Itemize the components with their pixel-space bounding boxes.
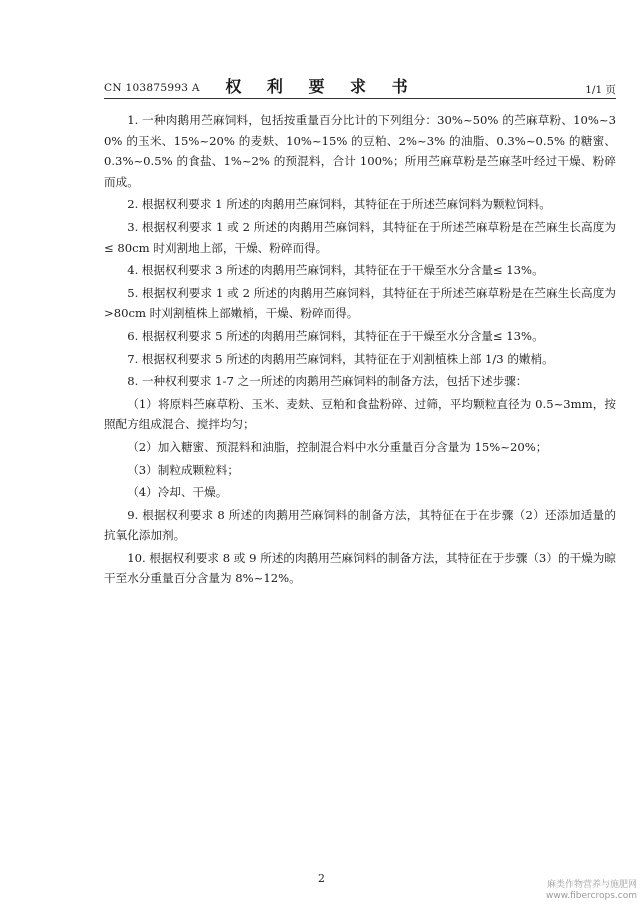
claim-7: 7. 根据权利要求 5 所述的肉鹅用苎麻饲料，其特征在于刈割植株上部 1/3 的嫩梢。: [127, 351, 554, 366]
claims-body: [104, 110, 616, 591]
claim-9: 9. 根据权利要求 8 所述的肉鹅用苎麻饲料的制备方法，其特征在于在步骤（2）还添加适量的抗氧化添加剂。: [104, 507, 616, 543]
publication-number: CN 103875993 A: [104, 82, 200, 94]
claim-1: 1. 一种肉鹅用苎麻饲料，包括按重量百分比计的下列组分：30%~50% 的苎麻草粉、10%~30% 的玉米、15%~20% 的麦麸、10%~15% 的豆粕、2%~3% 的油脂、0.3%~0.5% 的糖蜜、0.3%~0.5% 的食盐、1%~2% 的预混料，合计 100%；所用苎麻草粉是苎麻茎叶经过干燥、粉碎而成。: [104, 113, 616, 189]
claim-8-step-4: （4）冷却、干燥。: [127, 485, 228, 500]
page-title: 权 利 要 求 书: [225, 77, 418, 96]
page-number: 2: [318, 872, 325, 885]
page-indicator: 1/1 页: [585, 84, 616, 96]
site-watermark: [546, 880, 637, 902]
watermark-site-url: www.fibercrops.com: [546, 891, 637, 901]
claim-6: 6. 根据权利要求 5 所述的肉鹅用苎麻饲料，其特征在于干燥至水分含量≤ 13%。: [127, 328, 544, 343]
claim-10: 10. 根据权利要求 8 或 9 所述的肉鹅用苎麻饲料的制备方法，其特征在于步骤（3）的干燥为晾干至水分重量百分含量为 8%~12%。: [104, 550, 616, 586]
claim-3: 3. 根据权利要求 1 或 2 所述的肉鹅用苎麻饲料，其特征在于所述苎麻草粉是在苎麻生长高度为≤ 80cm 时刈割地上部，干燥、粉碎而得。: [104, 219, 616, 255]
claim-8-step-1: （1）将原料苎麻草粉、玉米、麦麸、豆粕和食盐粉碎、过筛，平均颗粒直径为 0.5~3mm，按照配方组成混合、搅拌均匀；: [104, 396, 616, 432]
claim-8-step-2: （2）加入糖蜜、预混料和油脂，控制混合料中水分重量百分含量为 15%~20%；: [127, 439, 548, 454]
header-divider: [104, 98, 616, 99]
claim-5: 5. 根据权利要求 1 或 2 所述的肉鹅用苎麻饲料，其特征在于所述苎麻草粉是在苎麻生长高度为 >80cm 时刈割植株上部嫩梢，干燥、粉碎而得。: [104, 285, 616, 321]
watermark-site-name: 麻类作物营养与施肥网: [546, 880, 637, 890]
claim-8-step-3: （3）制粒成颗粒料；: [127, 462, 239, 477]
claim-4: 4. 根据权利要求 3 所述的肉鹅用苎麻饲料，其特征在于干燥至水分含量≤ 13%。: [127, 263, 544, 278]
claim-2: 2. 根据权利要求 1 所述的肉鹅用苎麻饲料，其特征在于所述苎麻饲料为颗粒饲料。: [127, 197, 551, 212]
claim-8: 8. 一种权利要求 1-7 之一所述的肉鹅用苎麻饲料的制备方法，包括下述步骤：: [127, 374, 528, 389]
